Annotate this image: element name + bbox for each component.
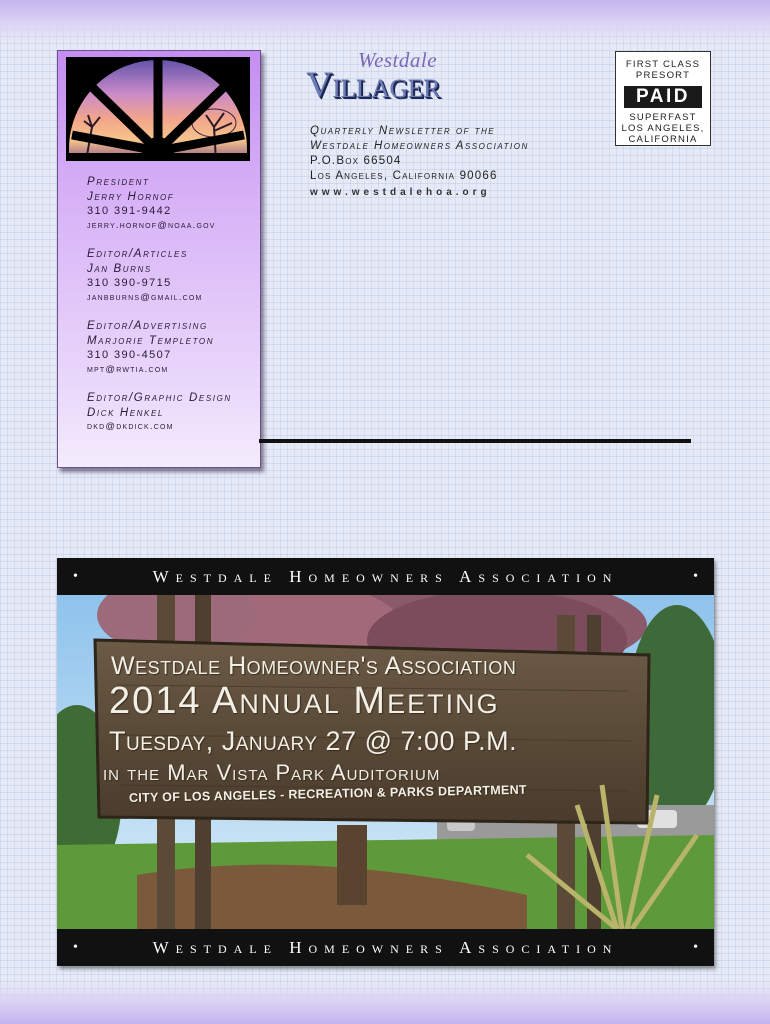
postage-superfast: SUPERFAST	[629, 112, 697, 123]
newsletter-masthead	[306, 48, 516, 110]
banner-bottom-text: Westdale Homeowners Association	[152, 937, 619, 957]
bullet-icon: •	[693, 568, 698, 584]
contact-name: Marjorie Templeton	[87, 334, 215, 347]
contact-role: Editor/Graphic Design	[87, 392, 232, 404]
contact-email[interactable]: jerry.hornof@noaa.gov	[87, 220, 216, 231]
info-city: Los Angeles, California 90066	[310, 170, 498, 182]
contact-email[interactable]: dkd@dkdick.com	[87, 421, 174, 432]
info-po-box: P.O.Box 66504	[310, 155, 402, 167]
banner-bottom	[57, 929, 714, 966]
contact-panel	[57, 50, 261, 468]
contact-phone: 310 391-9442	[87, 205, 172, 217]
sign-association: Westdale Homeowner's Association	[111, 652, 517, 680]
info-website-link[interactable]: www.westdalehoa.org	[310, 187, 491, 198]
contact-name: Jan Burns	[87, 262, 152, 275]
sign-date-time: Tuesday, January 27 @ 7:00 P.M.	[109, 726, 518, 756]
sign-annual-meeting: 2014 Annual Meeting	[109, 680, 500, 722]
sign-location: in the Mar Vista Park Auditorium	[103, 760, 441, 785]
contact-editor-articles	[87, 247, 257, 305]
contact-phone: 310 390-9715	[87, 277, 172, 289]
contact-role: Editor/Articles	[87, 248, 188, 260]
contacts-list	[87, 175, 257, 448]
bullet-icon: •	[693, 939, 698, 955]
sunset-window-image	[66, 57, 250, 161]
horizontal-rule	[259, 439, 691, 443]
contact-role: President	[87, 176, 150, 188]
meeting-sign	[95, 636, 649, 824]
info-subtitle: Quarterly Newsletter of the	[310, 125, 496, 137]
banner-top-text: Westdale Homeowners Association	[152, 566, 619, 586]
bullet-icon: •	[73, 939, 78, 955]
annual-meeting-photo-box	[57, 558, 714, 966]
bullet-icon: •	[73, 568, 78, 584]
masthead-main-title: Villager	[306, 65, 440, 106]
postage-california: CALIFORNIA	[628, 134, 698, 145]
contact-name: Dick Henkel	[87, 406, 164, 419]
masthead-script-title: Westdale	[358, 48, 438, 72]
meeting-sign-photo	[57, 595, 714, 929]
postage-first-class: FIRST CLASS	[625, 59, 701, 70]
contact-president	[87, 175, 257, 233]
info-association: Westdale Homeowners Association	[310, 140, 529, 152]
sign-department: CITY OF LOS ANGELES - RECREATION & PARKS DEPARTMENT	[128, 782, 528, 805]
top-gradient-band	[0, 0, 770, 42]
contact-editor-graphic-design	[87, 391, 257, 434]
newsletter-info	[310, 124, 529, 201]
contact-name: Jerry Hornof	[87, 190, 175, 203]
contact-editor-advertising	[87, 319, 257, 377]
banner-top	[57, 558, 714, 595]
contact-email[interactable]: janbburns@gmail.com	[87, 292, 203, 303]
bottom-gradient-band	[0, 982, 770, 1024]
postage-los-angeles: LOS ANGELES,	[621, 123, 705, 134]
postage-paid-badge: PAID	[624, 86, 702, 108]
contact-phone: 310 390-4507	[87, 349, 172, 361]
postage-presort: PRESORT	[635, 70, 691, 81]
contact-email[interactable]: mpt@rwtia.com	[87, 364, 169, 375]
contact-role: Editor/Advertising	[87, 320, 208, 332]
postage-indicia	[615, 51, 711, 146]
